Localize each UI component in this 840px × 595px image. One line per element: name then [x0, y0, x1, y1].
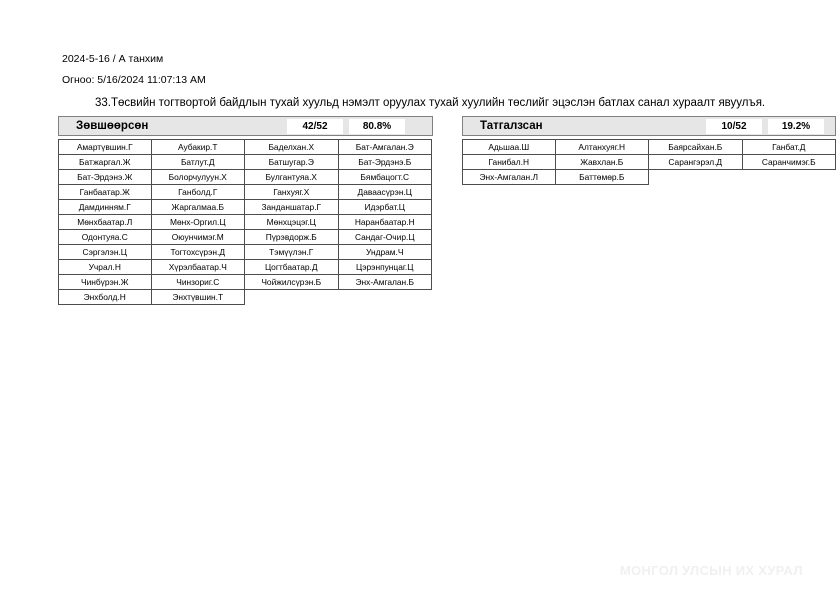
voter-name-cell: Ганибал.Н: [462, 154, 556, 170]
parliament-watermark: МОНГОЛ УЛСЫН ИХ ХУРАЛ: [620, 563, 803, 578]
voter-name-cell: Бямбацогт.С: [338, 169, 433, 185]
voter-name-cell: Ганболд.Г: [151, 184, 246, 200]
voter-name-cell: Бат-Эрдэнэ.Б: [338, 154, 433, 170]
voter-name-cell: Бат-Эрдэнэ.Ж: [58, 169, 152, 185]
voter-name-cell: Мөнхцэцэг.Ц: [244, 214, 339, 230]
agenda-title: 33.Төсвийн тогтвортой байдлын тухай хуульд нэмэлт оруулах тухай хуулийн төслийг эцэслэн батлах санал хураалт явуулъя.: [95, 97, 766, 109]
voter-name-cell: Занданшатар.Г: [244, 199, 339, 215]
voter-name-cell: Ганхуяг.Х: [244, 184, 339, 200]
yes-vote-percent: 80.8%: [349, 119, 405, 134]
voter-name-cell: Чинзориг.С: [151, 274, 246, 290]
no-vote-header: [462, 116, 836, 136]
yes-vote-label: Зөвшөөрсөн: [76, 120, 149, 132]
no-vote-block: [462, 116, 836, 184]
voter-name-cell: Тэмүүлэн.Г: [244, 244, 339, 260]
voter-name-cell: Баделхан.Х: [244, 139, 339, 155]
voter-name-cell: Сарангэрэл.Д: [648, 154, 743, 170]
voter-name-cell: Мөнхбаатар.Л: [58, 214, 152, 230]
voter-name-cell: Адьшаа.Ш: [462, 139, 556, 155]
voter-name-cell: Чойжилсүрэн.Б: [244, 274, 339, 290]
voter-name-cell: Пүрэвдорж.Б: [244, 229, 339, 245]
voter-name-cell: Булгантуяа.Х: [244, 169, 339, 185]
voter-name-cell: Чинбүрэн.Ж: [58, 274, 152, 290]
printed-timestamp: Огноо: 5/16/2024 11:07:13 AM: [62, 74, 206, 86]
voter-name-cell: Бат-Амгалан.Э: [338, 139, 433, 155]
voter-name-cell: Энх-Амгалан.Б: [338, 274, 433, 290]
voter-name-cell: Амартүвшин.Г: [58, 139, 152, 155]
session-date-line: 2024-5-16 / А танхим: [62, 53, 164, 65]
yes-voter-grid: [58, 139, 433, 304]
voter-name-cell: Учрал.Н: [58, 259, 152, 275]
yes-vote-block: [58, 116, 433, 304]
voter-name-cell: Одонтуяа.С: [58, 229, 152, 245]
voter-name-cell: Хүрэлбаатар.Ч: [151, 259, 246, 275]
yes-vote-header: [58, 116, 433, 136]
voter-name-cell: Алтанхуяг.Н: [555, 139, 650, 155]
voter-name-cell: Энх-Амгалан.Л: [462, 169, 556, 185]
voter-name-cell: Саранчимэг.Б: [742, 154, 837, 170]
voter-name-cell: Оюунчимэг.М: [151, 229, 246, 245]
voter-name-cell: Тогтохсүрэн.Д: [151, 244, 246, 260]
voter-name-cell: Даваасүрэн.Ц: [338, 184, 433, 200]
voter-name-cell: Ганбаатар.Ж: [58, 184, 152, 200]
voter-name-cell: Жавхлан.Б: [555, 154, 650, 170]
voter-name-cell: Цэрэнпунцаг.Ц: [338, 259, 433, 275]
voter-name-cell: Сандаг-Очир.Ц: [338, 229, 433, 245]
voter-name-cell: Батжаргал.Ж: [58, 154, 152, 170]
voter-name-cell: Дамдинням.Г: [58, 199, 152, 215]
no-vote-count: 10/52: [706, 119, 762, 134]
voter-name-cell: Жаргалмаа.Б: [151, 199, 246, 215]
voter-name-cell: Болорчулуун.Х: [151, 169, 246, 185]
voter-name-cell: Ундрам.Ч: [338, 244, 433, 260]
voter-name-cell: Идэрбат.Ц: [338, 199, 433, 215]
no-voter-grid: [462, 139, 836, 184]
no-vote-label: Татгалзсан: [480, 120, 543, 132]
no-vote-percent: 19.2%: [768, 119, 824, 134]
voter-name-cell: Ганбат.Д: [742, 139, 837, 155]
voter-name-cell: Баярсайхан.Б: [648, 139, 743, 155]
voter-name-cell: Баттөмөр.Б: [555, 169, 650, 185]
voter-name-cell: Аубакир.Т: [151, 139, 246, 155]
voter-name-cell: Батлут.Д: [151, 154, 246, 170]
voter-name-cell: Наранбаатар.Н: [338, 214, 433, 230]
voter-name-cell: Энхболд.Н: [58, 289, 152, 305]
voter-name-cell: Мөнх-Оргил.Ц: [151, 214, 246, 230]
yes-vote-count: 42/52: [287, 119, 343, 134]
voter-name-cell: Энхтүвшин.Т: [151, 289, 246, 305]
voter-name-cell: Цогтбаатар.Д: [244, 259, 339, 275]
voter-name-cell: Сэргэлэн.Ц: [58, 244, 152, 260]
voter-name-cell: Батшугар.Э: [244, 154, 339, 170]
